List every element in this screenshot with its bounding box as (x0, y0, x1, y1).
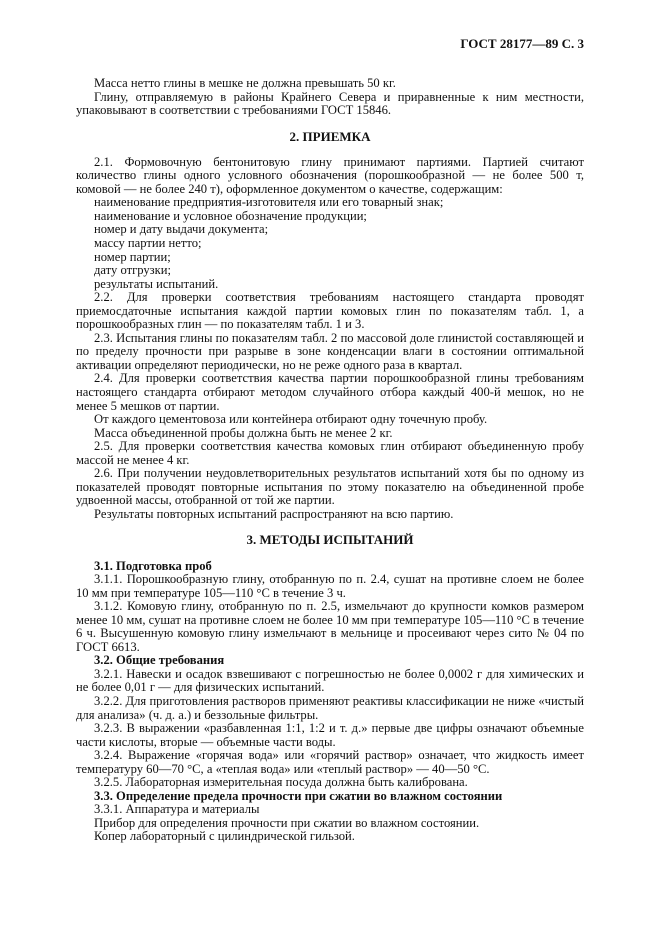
paragraph: 3.2.1. Навески и осадок взвешивают с погрешностью не более 0,0002 г для химических и не более 0,01 г — для физических испытаний. (76, 666, 584, 695)
paragraph: Глину, отправляемую в районы Крайнего Севера и приравненные к ним местности, упаковывают в соответствии с требованиями ГОСТ 15846. (76, 89, 584, 118)
paragraph: Результаты повторных испытаний распространяют на всю партию. (94, 506, 454, 521)
paragraph: 3.2.4. Выражение «горячая вода» или «горячий раствор» означает, что жидкость имеет температуру 60—70 °С, а «теплая вода» или «теплый раствор» — 40—50 °С. (76, 748, 584, 776)
paragraph: 2.3. Испытания глины по показателям табл. 2 по массовой доле глинистой составляющей и по пределу прочности при разрыве в зоне конденсации влаги в состоянии оптимальной активации определяют периодически, но не реже одного раза в квартал. (76, 330, 584, 372)
paragraph: Масса нетто глины в мешке не должна превышать 50 кг. (94, 76, 396, 90)
paragraph: 2.6. При получении неудовлетворительных результатов испытаний хотя бы по одному из показателей проводят повторные испытания по этому показателю на объединенной пробе удвоенной массы, отобранной от той же партии. (76, 466, 584, 508)
subsection-heading: 3.1. Подготовка проб (94, 558, 212, 573)
paragraph: дату отгрузки; (94, 263, 172, 278)
paragraph: 3.1.1. Порошкообразную глину, отобранную по п. 2.4, сушат на противне слоем не более 10 мм при температуре 105—110 °С в течение 3 ч. (76, 572, 584, 600)
paragraph: номер и дату выдачи документа; (94, 222, 269, 237)
section-heading: 3. МЕТОДЫ ИСПЫТАНИЙ (246, 532, 414, 548)
paragraph: 2.5. Для проверки соответствия качества комовых глин отбирают объединенную пробу массой не менее 4 кг. (76, 439, 584, 467)
paragraph: 3.2.2. Для приготовления растворов применяют реактивы классификации не ниже «чистый для анализа» (ч. д. а.) и беззольные фильтры. (76, 693, 584, 722)
paragraph: 2.4. Для проверки соответствия качества партии порошкообразной глины требованиям настоящего стандарта отбирают методом случайного отбора каждый 400-й мешок, но не менее 5 мешков от партии. (76, 371, 584, 413)
subsection-heading: 3.3. Определение предела прочности при сжатии во влажном состоянии (94, 788, 503, 803)
paragraph: Прибор для определения прочности при сжатии во влажном состоянии. (94, 815, 480, 830)
paragraph: результаты испытаний. (94, 276, 219, 291)
section-heading: 2. ПРИЕМКА (289, 128, 371, 144)
paragraph: Копер лабораторный с цилиндрической гильзой. (94, 829, 355, 844)
paragraph: наименование и условное обозначение продукции; (94, 208, 367, 223)
subsection-heading: 3.2. Общие требования (94, 653, 225, 668)
paragraph: От каждого цементовоза или контейнера отбирают одну точечную пробу. (94, 412, 488, 427)
paragraph: 3.2.3. В выражении «разбавленная 1:1, 1:2 и т. д.» первые две цифры означают объемные части кислоты, вторые — объемные части воды. (76, 721, 584, 749)
paragraph: наименование предприятия-изготовителя или его товарный знак; (94, 195, 444, 210)
paragraph: 2.2. Для проверки соответствия требованиям настоящего стандарта проводят приемосдаточные испытания каждой партии комовых глин по показателям табл. 1, а порошкообразных глин — по показателям табл. 1 и 3. (76, 290, 584, 332)
paragraph: номер партии; (94, 249, 171, 264)
paragraph: 2.1. Формовочную бентонитовую глину принимают партиями. Партией считают количество глины одного условного обозначения (порошкообразной — не более 500 т, комовой — не более 240 т), оформленное документом о качестве, содержащим: (76, 154, 584, 196)
document-body (76, 77, 584, 844)
paragraph: массу партии нетто; (94, 235, 202, 250)
paragraph: Масса объединенной пробы должна быть не менее 2 кг. (94, 425, 393, 440)
paragraph: 3.1.2. Комовую глину, отобранную по п. 2.5, измельчают до крупности комков размером менее 10 мм, сушат на противне слоем не более 10 мм при температуре 105—110 °С в течение 6 ч. Высушенную комовую глину измельчают в мельнице и просеивают через сито № 04 по ГОСТ 6613. (76, 599, 584, 654)
paragraph: 3.2.5. Лабораторная измерительная посуда должна быть калибрована. (94, 775, 468, 790)
page-header: ГОСТ 28177—89 С. 3 (460, 36, 584, 51)
paragraph: 3.3.1. Аппаратура и материалы (94, 802, 260, 817)
